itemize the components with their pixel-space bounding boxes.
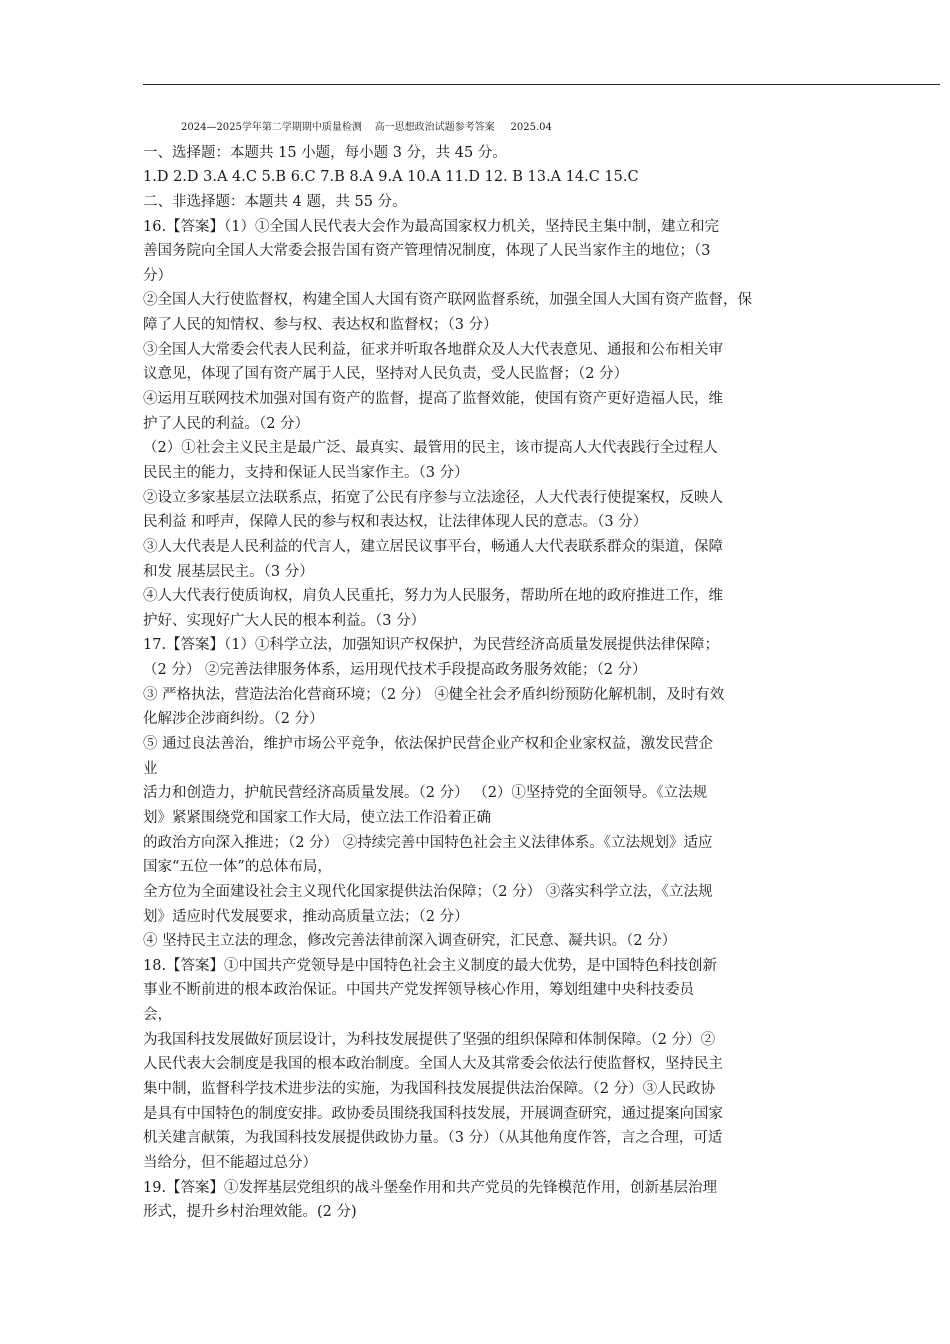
header-rule bbox=[143, 84, 940, 85]
text-line: 1.D 2.D 3.A 4.C 5.B 6.C 7.B 8.A 9.A 10.A 11.D 12. B 13.A 14.C 15.C bbox=[143, 169, 639, 186]
text-line: 全方位为全面建设社会主义现代化国家提供法治保障；（2 分） ③落实科学立法，《立法规 bbox=[143, 883, 713, 900]
text-line: 集中制，监督科学技术进步法的实施，为我国科技发展提供法治保障。（2 分）③人民政协 bbox=[143, 1080, 716, 1097]
text-line: 16.【答案】（1）①全国人民代表大会作为最高国家权力机关，坚持民主集中制，建立和完 bbox=[143, 218, 720, 235]
text-line: 是具有中国特色的制度安排。政协委员围绕我国科技发展，开展调查研究，通过提案向国家 bbox=[143, 1105, 723, 1122]
text-line: 国家“五位一体”的总体布局， bbox=[143, 859, 332, 876]
text-line: 一、选择题：本题共 15 小题，每小题 3 分，共 45 分。 bbox=[143, 144, 507, 161]
text-line: 化解涉企涉商纠纷。（2 分） bbox=[143, 711, 324, 728]
text-line: ②全国人大行使监督权，构建全国人大国有资产联网监督系统，加强全国人大国有资产监督，保 bbox=[143, 292, 752, 309]
answer-document bbox=[143, 116, 813, 1225]
text-line: 分） bbox=[143, 267, 172, 284]
text-line: ⑤ 通过良法善治，维护市场公平竞争，依法保护民营企业产权和企业家权益，激发民营企 bbox=[143, 736, 714, 753]
text-line: 人民代表大会制度是我国的根本政治制度。全国人大及其常委会依法行使监督权，坚持民主 bbox=[143, 1056, 723, 1073]
text-line: 机关建言献策，为我国科技发展提供政协力量。（3 分）（从其他角度作答，言之合理，可适 bbox=[143, 1130, 723, 1147]
text-line: 事业不断前进的根本政治保证。中国共产党发挥领导核心作用，筹划组建中央科技委员 bbox=[143, 982, 694, 999]
text-line: 护了人民的利益。（2 分） bbox=[143, 415, 310, 432]
text-line: 形式，提升乡村治理效能。(2 分) bbox=[143, 1204, 357, 1221]
text-line: 划》适应时代发展要求，推动高质量立法；（2 分） bbox=[143, 908, 469, 925]
text-line: 善国务院向全国人大常委会报告国有资产管理情况制度，体现了人民当家作主的地位；（3 bbox=[143, 243, 711, 260]
text-line: ④ 坚持民主立法的理念，修改完善法律前深入调查研究，汇民意、凝共识。（2 分） bbox=[143, 933, 677, 950]
text-line: 当给分，但不能超过总分） bbox=[143, 1154, 317, 1171]
text-line: ④人大代表行使质询权，肩负人民重托，努力为人民服务，帮助所在地的政府推进工作，维 bbox=[143, 588, 723, 605]
text-line: 会， bbox=[143, 1007, 172, 1024]
text-line: 活力和创造力，护航民营经济高质量发展。（2 分） （2）①坚持党的全面领导。《立法规 bbox=[143, 785, 708, 802]
text-line: 业 bbox=[143, 760, 158, 777]
text-line: 为我国科技发展做好顶层设计，为科技发展提供了坚强的组织保障和体制保障。（2 分）② bbox=[143, 1031, 716, 1048]
text-line: 17.【答案】（1）①科学立法，加强知识产权保护，为民营经济高质量发展提供法律保障； bbox=[143, 637, 720, 654]
text-line: 18.【答案】①中国共产党领导是中国特色社会主义制度的最大优势，是中国特色科技创新 bbox=[143, 957, 718, 974]
text-line: 民利益 和呼声，保障人民的参与权和表达权，让法律体现人民的意志。（3 分） bbox=[143, 514, 648, 531]
text-line: 护好、实现好广大人民的根本利益。（3 分） bbox=[143, 612, 426, 629]
text-line: ②设立多家基层立法联系点，拓宽了公民有序参与立法途径，人大代表行使提案权，反映人 bbox=[143, 489, 723, 506]
answer-body bbox=[143, 141, 813, 1225]
text-line: （2）①社会主义民主是最广泛、最真实、最管用的民主，该市提高人大代表践行全过程人 bbox=[143, 440, 718, 457]
text-line: ③全国人大常委会代表人民利益，征求并听取各地群众及人大代表意见、通报和公布相关审 bbox=[143, 341, 723, 358]
text-line: 和发 展基层民主。（3 分） bbox=[143, 563, 314, 580]
text-line: 障了人民的知情权、参与权、表达权和监督权；（3 分） bbox=[143, 317, 498, 334]
text-line: ③人大代表是人民利益的代言人，建立居民议事平台，畅通人大代表联系群众的渠道，保障 bbox=[143, 538, 723, 555]
text-line: ③ 严格执法，营造法治化营商环境；（2 分） ④健全社会矛盾纠纷预防化解机制，及时有效 bbox=[143, 686, 725, 703]
text-line: 民民主的能力，支持和保证人民当家作主。（3 分） bbox=[143, 464, 469, 481]
text-line: ④运用互联网技术加强对国有资产的监督，提高了监督效能，使国有资产更好造福人民，维 bbox=[143, 391, 723, 408]
text-line: 的政治方向深入推进；（2 分） ②持续完善中国特色社会主义法律体系。《立法规划》适应 bbox=[143, 834, 713, 851]
text-line: 19.【答案】①发挥基层党组织的战斗堡垒作用和共产党员的先锋模范作用，创新基层治理 bbox=[143, 1179, 718, 1196]
text-line: （2 分） ②完善法律服务体系，运用现代技术手段提高政务服务效能；（2 分） bbox=[143, 662, 647, 679]
text-line: 二、非选择题：本题共 4 题，共 55 分。 bbox=[143, 193, 407, 210]
document-title: 2024—2025学年第二学期期中质量检测 高一思想政治试题参考答案 2025.04 bbox=[181, 122, 552, 133]
text-line: 议意见，体现了国有资产属于人民，坚持对人民负责，受人民监督；（2 分） bbox=[143, 366, 629, 383]
text-line: 划》紧紧围绕党和国家工作大局，使立法工作沿着正确 bbox=[143, 809, 491, 826]
